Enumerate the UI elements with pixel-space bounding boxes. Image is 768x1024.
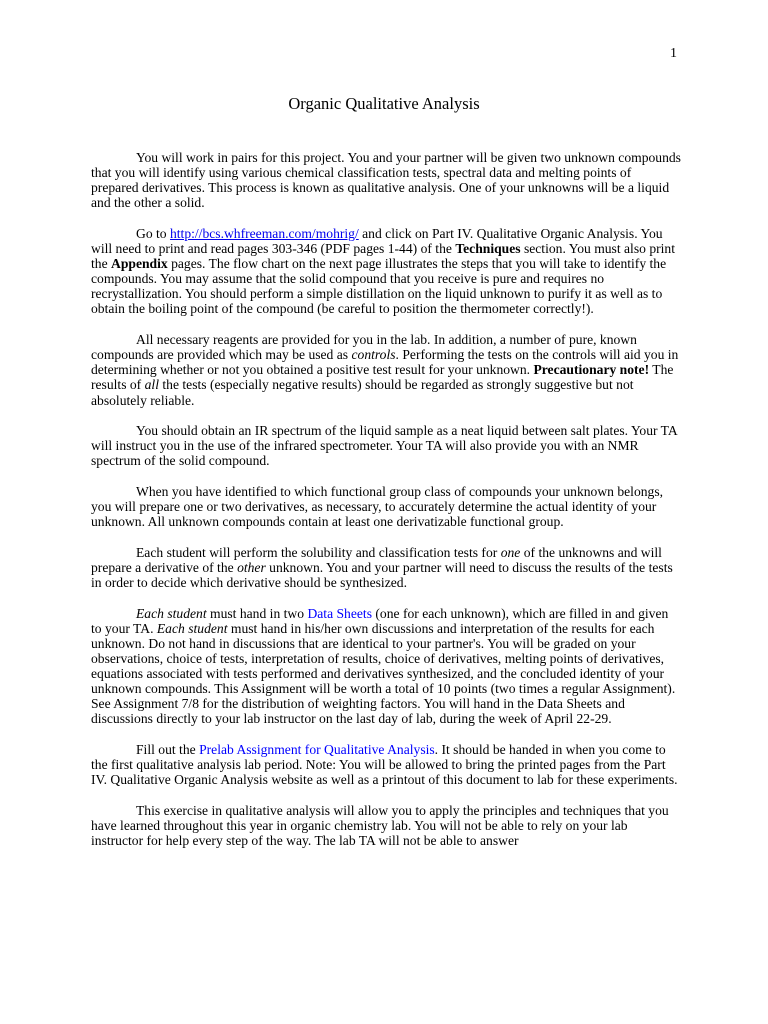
paragraph-text: and click on Part IV. Qualitative Organic Analysis. You will need to print and read pages 303-346 (PDF pages 1-44) of the bbox=[91, 225, 663, 257]
paragraph-text: The results of bbox=[91, 362, 674, 393]
paragraph-text: (one for each unknown), which are filled in and given to your TA. bbox=[91, 605, 669, 636]
data-sheets-link[interactable]: Data Sheets bbox=[307, 605, 372, 621]
paragraph-text: All necessary reagents are provided for you in the lab. In addition, a number of pure, known compounds are provided which may be used as bbox=[91, 332, 637, 363]
page-number: 1 bbox=[670, 46, 677, 61]
paragraph-text: . It should be handed in when you come to the first qualitative analysis lab period. Note: You will be allowed to bring the printed pages from the Part IV. Qualitative Organic Analysis website as well as a printout of this document to lab for these experiments. bbox=[91, 742, 678, 788]
paragraph-text: Fill out the bbox=[136, 742, 200, 758]
paragraph-ir-spectrum bbox=[91, 423, 681, 468]
paragraph-text: of the unknowns and will prepare a derivative of the bbox=[91, 544, 662, 576]
paragraph-tests bbox=[91, 545, 681, 590]
paragraph-prelab bbox=[91, 742, 681, 787]
controls-italic: controls bbox=[351, 347, 396, 363]
paragraph-go-to bbox=[91, 226, 681, 317]
paragraph-text: Each student will perform the solubility and classification tests for bbox=[136, 544, 501, 560]
paragraph-derivatives bbox=[91, 484, 681, 529]
paragraph-text: You will work in pairs for this project. You and your partner will be given two unknown compounds that you will identify using various chemical classification tests, spectral data and melting points of prepared derivatives. This process is known as qualitative analysis. One of your unknowns will be a liquid and the other a solid. bbox=[91, 150, 681, 211]
whfreeman-link[interactable]: http://bcs.whfreeman.com/mohrig/ bbox=[169, 225, 359, 241]
document-body bbox=[91, 150, 681, 864]
paragraph-text: Go to bbox=[136, 225, 170, 241]
prelab-assignment-link[interactable]: Prelab Assignment for Qualitative Analysis bbox=[199, 742, 435, 758]
each-student-italic: Each student bbox=[136, 605, 207, 621]
paragraph-reagents bbox=[91, 332, 681, 407]
paragraph-text: This exercise in qualitative analysis will allow you to apply the principles and techniques that you have learned throughout this year in organic chemistry lab. You will not be able to rely on your lab instructor for help every step of the way. The lab TA will not be able to answer bbox=[91, 803, 669, 849]
other-italic: other bbox=[237, 560, 266, 576]
paragraph-text: pages. The flow chart on the next page illustrates the steps that you will take to identify the compounds. You may assume that the solid compound that you receive is pure and requires no recrystallization. You should perform a simple distillation on the liquid unknown to purify it as well as to obtain the boiling point of the compound (be careful to position the thermometer correctly!). bbox=[91, 256, 667, 317]
paragraph-exercise bbox=[91, 803, 681, 848]
paragraph-text: the tests (especially negative results) should be regarded as strongly suggestive but not absolutely reliable. bbox=[91, 377, 634, 408]
each-student-italic: Each student bbox=[156, 620, 228, 636]
one-italic: one bbox=[500, 544, 521, 560]
paragraph-hand-in bbox=[91, 606, 681, 727]
paragraph-text: unknown. You and your partner will need to discuss the results of the tests in order to decide which derivative should be synthesized. bbox=[91, 560, 673, 591]
precautionary-note: Precautionary note! bbox=[533, 362, 650, 378]
all-italic: all bbox=[144, 377, 159, 393]
paragraph-intro bbox=[91, 150, 681, 210]
paragraph-text: When you have identified to which functional group class of compounds your unknown belongs, you will prepare one or two derivatives, as necessary, to accurately determine the actual identity of your unknown. All unknown compounds contain at least one derivatizable functional group. bbox=[91, 484, 664, 530]
paragraph-text: You should obtain an IR spectrum of the liquid sample as a neat liquid between salt plates. Your TA will instruct you in the use of the infrared spectrometer. Your TA will also provide you with an NMR spectrum of the solid compound. bbox=[91, 423, 677, 469]
paragraph-text: must hand in two bbox=[206, 605, 308, 621]
paragraph-text: section. You must also print the bbox=[91, 241, 675, 272]
appendix-bold: Appendix bbox=[111, 256, 168, 272]
page-title: Organic Qualitative Analysis bbox=[288, 94, 480, 113]
techniques-bold: Techniques bbox=[455, 241, 521, 257]
paragraph-text: must hand in his/her own discussions and interpretation of the results for each unknown. Do not hand in discussions that are identical to your partner's. You will be graded on your observations, choice of tests, interpretation of results, choice of derivatives, melting points of derivatives, equations associated with tests performed and derivatives synthesized, and the concluded identity of your unknown compounds. This Assignment will be worth a total of 10 points (two times a regular Assignment). See Assignment 7/8 for the distribution of weighting factors. You will hand in the Data Sheets and discussions directly to your lab instructor on the last day of lab, during the week of April 22-29. bbox=[91, 620, 676, 727]
paragraph-text: . Performing the tests on the controls will aid you in determining whether or not you obtained a positive test result for your unknown. bbox=[91, 347, 679, 378]
